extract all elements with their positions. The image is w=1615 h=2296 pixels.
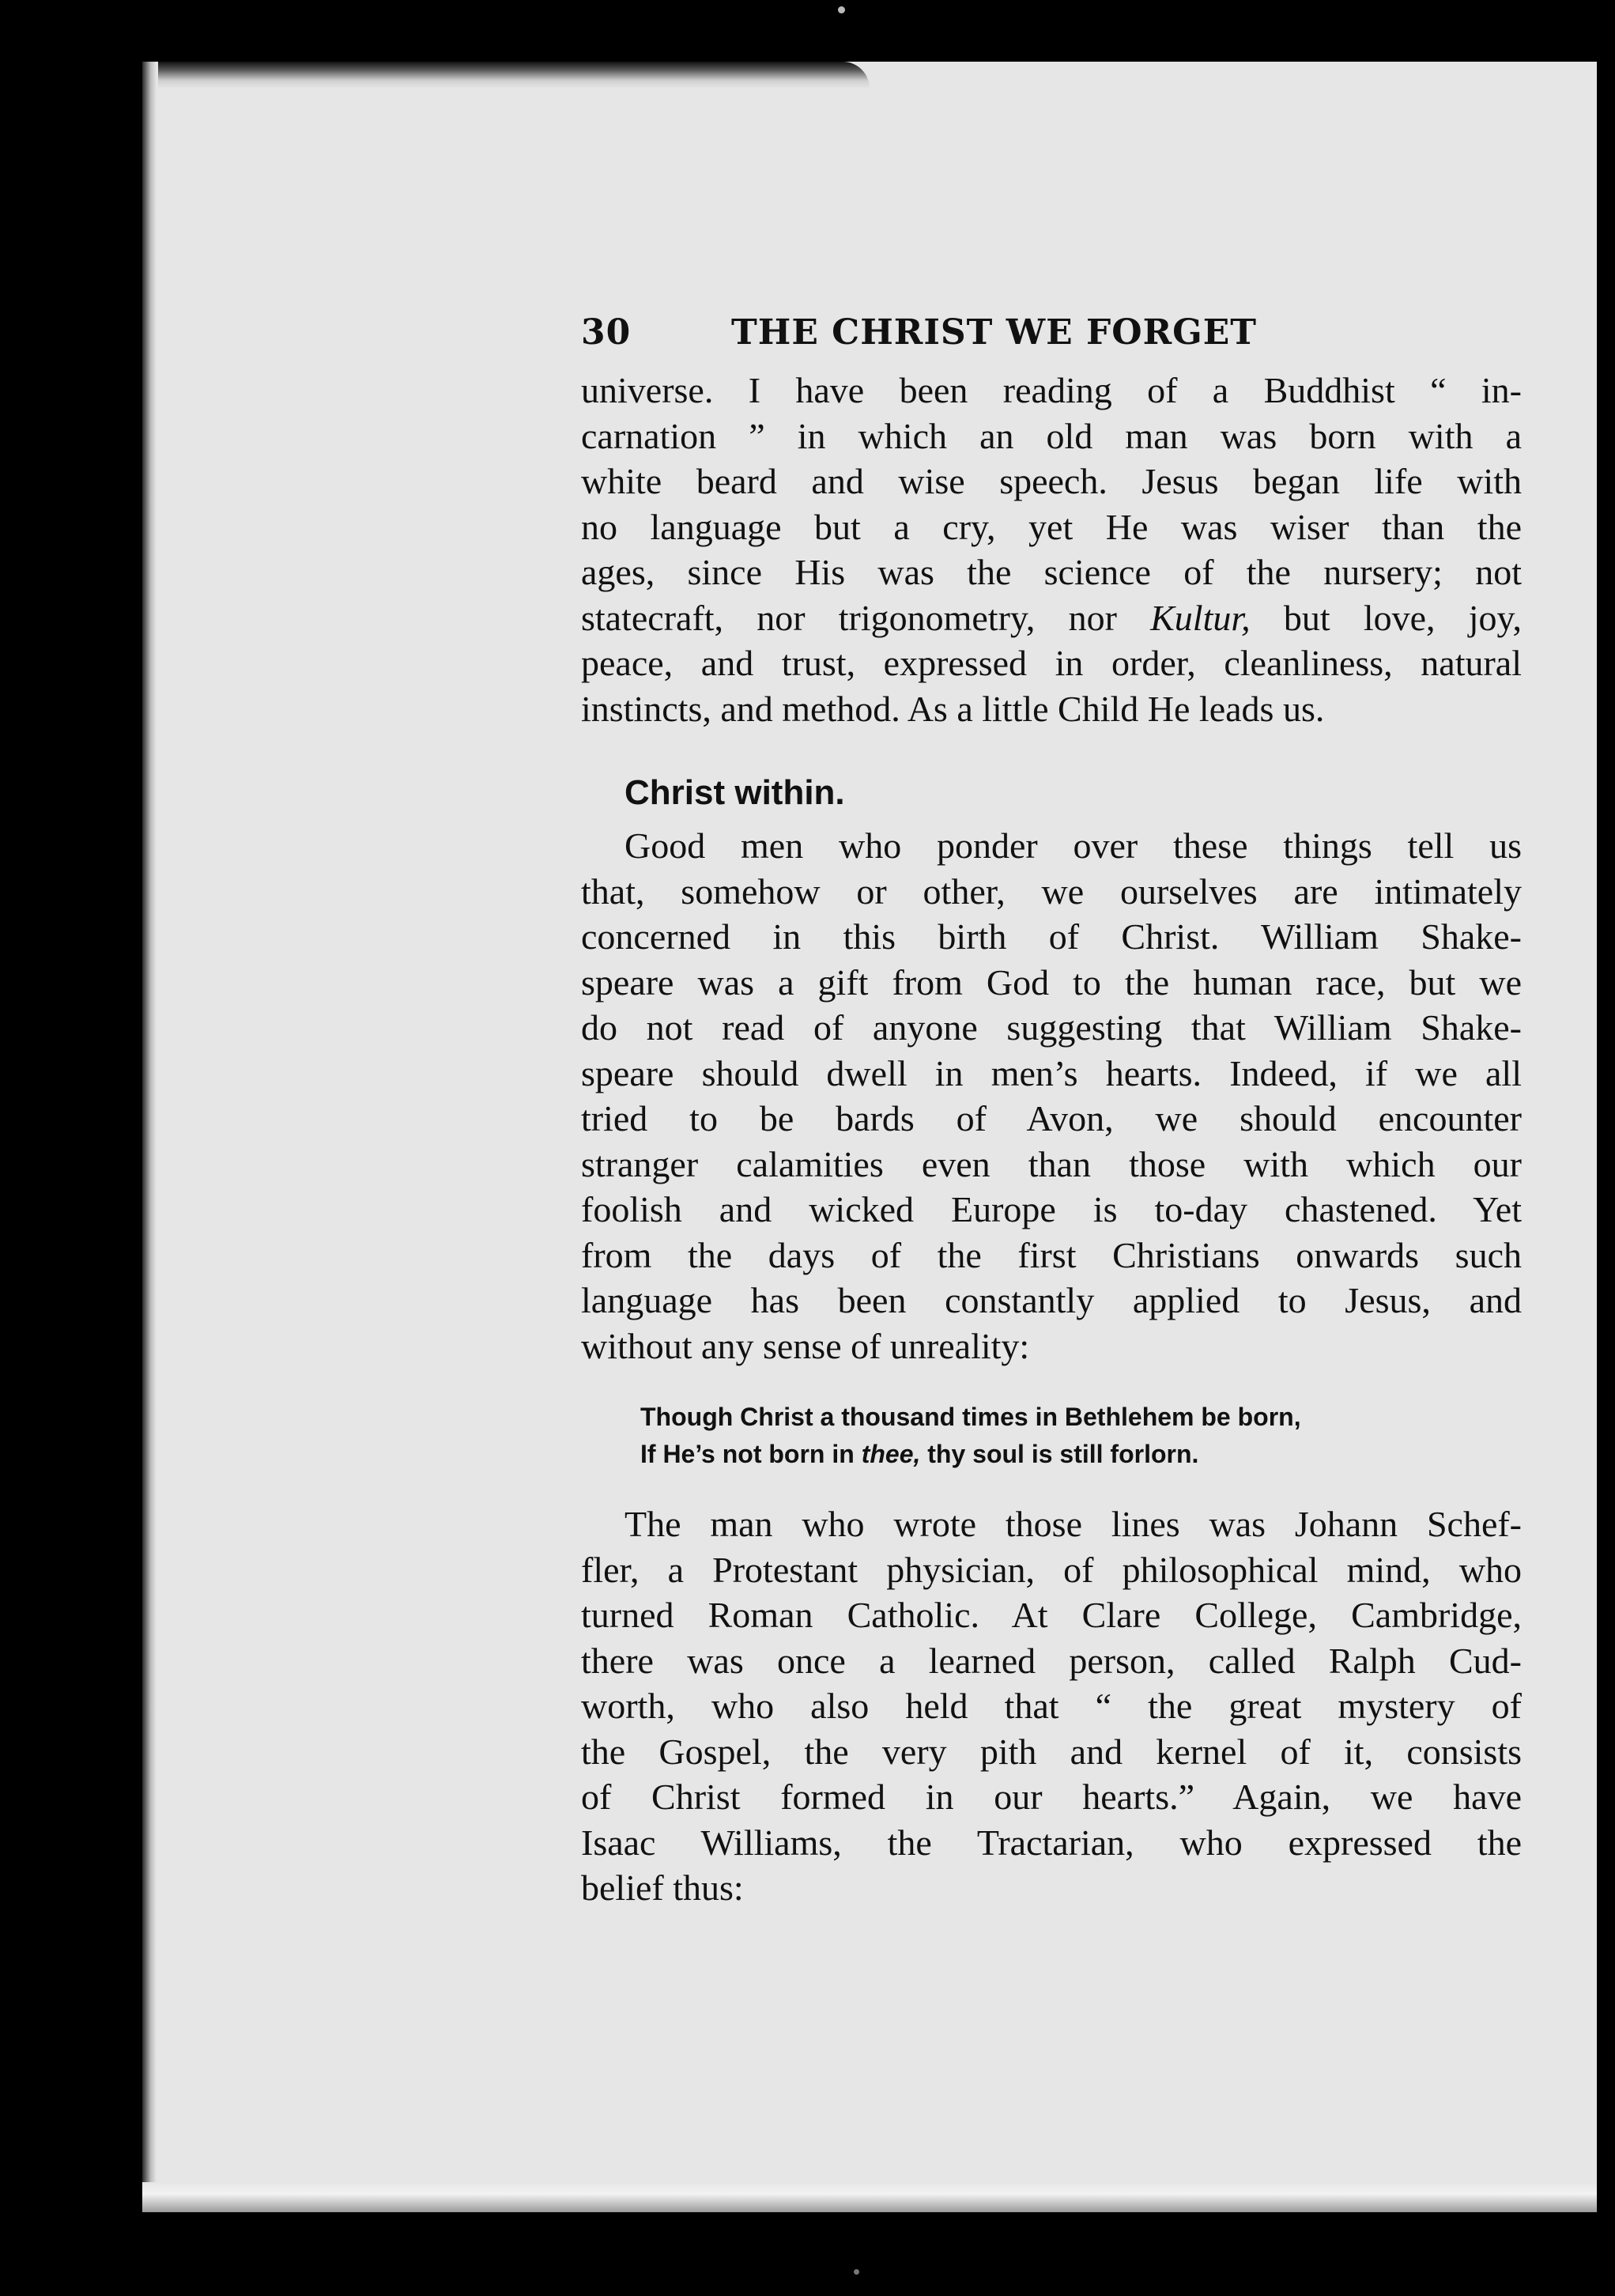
text-line: concerned in this birth of Christ. William Shake- (581, 916, 1522, 957)
text-line: speare was a gift from God to the human race, but we (581, 961, 1522, 1003)
text-line: instincts, and method. As a little Child He leads us. (581, 688, 1325, 729)
text-line: carnation ” in which an old man was born with a (581, 415, 1522, 456)
text-line: white beard and wise speech. Jesus began life with (581, 461, 1522, 501)
text-line: Good men who ponder over these things tell us (624, 825, 1522, 866)
dust-speck (838, 6, 845, 13)
verse-quotation (640, 1399, 1462, 1473)
dust-speck (854, 2269, 859, 2275)
text-line-with-italic (581, 595, 1522, 641)
text-line: stranger calamities even than those with which our (581, 1143, 1522, 1184)
page-gutter-shadow (142, 62, 157, 2212)
text-line: foolish and wicked Europe is to-day chastened. Yet (581, 1189, 1522, 1229)
italic-word: thee, (861, 1440, 921, 1468)
verse-line-2 (640, 1436, 1462, 1473)
text-line: worth, who also held that “ the great mystery of (581, 1686, 1522, 1726)
text-line: without any sense of unreality: (581, 1325, 1030, 1366)
text-line: tried to be bards of Avon, we should encounter (581, 1098, 1522, 1139)
text-line: Isaac Williams, the Tractarian, who expressed the (581, 1822, 1522, 1863)
text-line: there was once a learned person, called Ralph Cud- (581, 1640, 1522, 1681)
page-number: 30 (581, 312, 632, 353)
paragraph-2 (581, 823, 1522, 1369)
section-heading: Christ within. (624, 773, 845, 812)
text-fragment: If He’s not born in (640, 1440, 862, 1468)
page-bottom-edge (142, 2182, 1597, 2212)
text-line: no language but a cry, yet He was wiser than the (581, 506, 1522, 547)
italic-word: Kultur, (1150, 597, 1251, 638)
running-head-title: THE CHRIST WE FORGET (731, 312, 1258, 353)
text-fragment: statecraft, nor trigonometry, nor (581, 597, 1151, 638)
text-line: turned Roman Catholic. At Clare College, Cambridge, (581, 1595, 1522, 1635)
paragraph-3 (581, 1501, 1522, 1911)
paragraph-1 (581, 368, 1522, 731)
text-line: that, somehow or other, we ourselves are intimately (581, 870, 1522, 912)
verse-line-1: Though Christ a thousand times in Bethlehem be born, (640, 1403, 1301, 1431)
text-fragment: but love, joy, (1250, 597, 1522, 638)
text-line: fler, a Protestant physician, of philosophical mind, who (581, 1549, 1522, 1590)
text-line: universe. I have been reading of a Buddhist “ in- (581, 370, 1522, 410)
text-fragment: thy soul is still forlorn. (920, 1440, 1199, 1468)
text-line: do not read of anyone suggesting that William Shake- (581, 1007, 1522, 1048)
page-top-edge (158, 62, 870, 89)
text-line: from the days of the first Christians onwards such (581, 1234, 1522, 1275)
running-head (581, 312, 1522, 368)
text-line: language has been constantly applied to Jesus, and (581, 1280, 1522, 1320)
text-line: the Gospel, the very pith and kernel of it, consists (581, 1731, 1522, 1772)
page-text (581, 312, 1522, 1911)
text-line: belief thus: (581, 1867, 744, 1908)
text-line: ages, since His was the science of the nursery; not (581, 552, 1522, 592)
text-line: The man who wrote those lines was Johann Schef- (624, 1504, 1522, 1544)
text-line: of Christ formed in our hearts.” Again, we have (581, 1777, 1522, 1817)
text-line: speare should dwell in men’s hearts. Indeed, if we all (581, 1052, 1522, 1093)
text-line: peace, and trust, expressed in order, cleanliness, natural (581, 643, 1522, 683)
